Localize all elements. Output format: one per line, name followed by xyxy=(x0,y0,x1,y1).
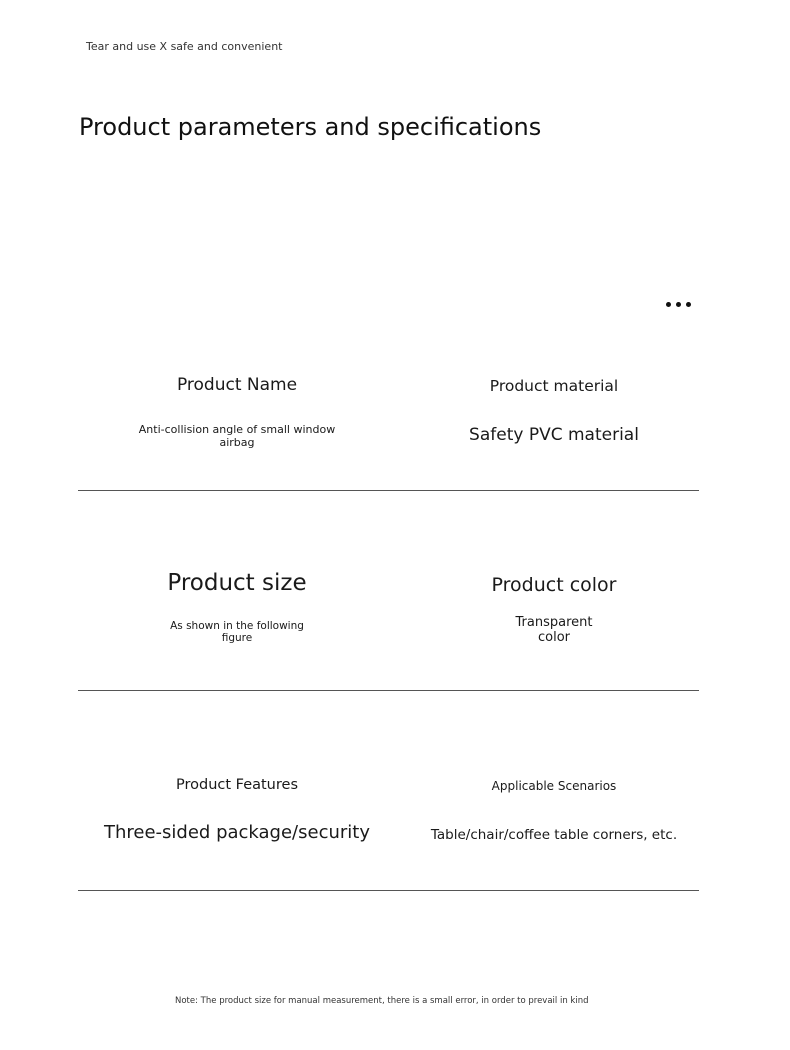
spec-label: Product color xyxy=(491,574,617,596)
dot xyxy=(676,302,681,307)
spec-product-name xyxy=(87,375,387,449)
measurement-note: Note: The product size for manual measurement, there is a small error, in order to prevail in kind xyxy=(175,996,589,1006)
spec-value: Transparent color xyxy=(515,615,593,645)
dot xyxy=(666,302,671,307)
spec-value: Anti-collision angle of small window airbag xyxy=(138,423,336,449)
spec-label: Product Name xyxy=(176,375,298,395)
spec-value: Safety PVC material xyxy=(469,425,639,445)
tagline: Tear and use X safe and convenient xyxy=(86,40,283,53)
spec-value: As shown in the following figure xyxy=(170,620,304,644)
row-divider xyxy=(78,490,699,491)
spec-label: Product size xyxy=(167,570,307,596)
more-horizontal-icon[interactable] xyxy=(666,302,691,307)
spec-product-features xyxy=(87,777,387,843)
spec-applicable-scenarios xyxy=(404,779,704,843)
spec-product-material xyxy=(404,377,704,445)
spec-label: Product material xyxy=(489,377,619,395)
row-divider xyxy=(78,890,699,891)
spec-product-color xyxy=(404,574,704,645)
spec-value: Three-sided package/security xyxy=(103,822,370,843)
row-divider xyxy=(78,690,699,691)
spec-value: Table/chair/coffee table corners, etc. xyxy=(430,827,678,843)
dot xyxy=(686,302,691,307)
page-title: Product parameters and specifications xyxy=(79,113,542,141)
spec-label: Applicable Scenarios xyxy=(491,779,617,793)
spec-product-size xyxy=(87,570,387,644)
spec-label: Product Features xyxy=(175,777,298,793)
